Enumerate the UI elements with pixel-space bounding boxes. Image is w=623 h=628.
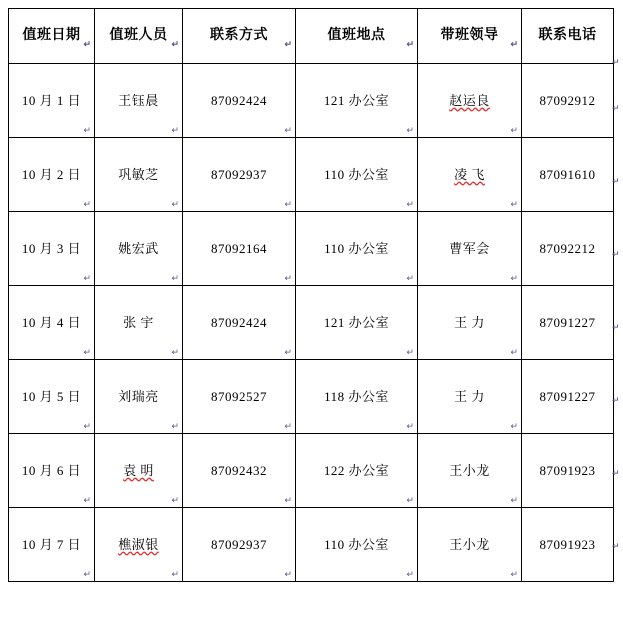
cell-person (95, 286, 183, 360)
paragraph-mark: ↵ (510, 495, 518, 505)
cell-text: 121 办公室 (323, 314, 390, 330)
cell-text: 118 办公室 (324, 388, 389, 404)
cell-leader (418, 508, 522, 582)
cell-phone (522, 508, 614, 582)
cell-contact (183, 434, 296, 508)
cell-phone (522, 212, 614, 286)
cell-date (9, 434, 95, 508)
cell-place (296, 508, 418, 582)
column-header-leader (418, 9, 522, 64)
cell-text: 87092937 (211, 166, 267, 182)
cell-contact (183, 138, 296, 212)
cell-date (9, 286, 95, 360)
cell-text: 121 办公室 (323, 92, 390, 108)
cell-text: 王 力 (454, 314, 485, 330)
cell-text: 张 宇 (123, 314, 154, 330)
cell-text: 10 月 5 日 (21, 388, 82, 404)
cell-place (296, 286, 418, 360)
cell-text: 王小龙 (449, 536, 490, 552)
cell-text: 87092212 (539, 240, 596, 256)
cell-text: 10 月 2 日 (21, 166, 82, 182)
paragraph-mark: ↵ (171, 347, 179, 357)
cell-text: 10 月 7 日 (21, 536, 82, 552)
cell-place (296, 138, 418, 212)
cell-text: 87092432 (211, 462, 267, 478)
cell-text: 122 办公室 (323, 462, 390, 478)
cell-text: 袁 明 (123, 462, 154, 478)
header-text: 值班日期 (22, 27, 81, 43)
cell-text: 10 月 4 日 (21, 314, 82, 330)
header-text: 带班领导 (440, 27, 499, 43)
header-text: 值班地点 (327, 27, 386, 43)
cell-date (9, 508, 95, 582)
document-page (0, 8, 623, 628)
cell-person (95, 138, 183, 212)
cell-leader (418, 360, 522, 434)
paragraph-mark: ↵ (612, 395, 620, 405)
column-header-date (9, 9, 95, 64)
cell-contact (183, 64, 296, 138)
paragraph-mark: ↵ (510, 39, 518, 49)
cell-date (9, 360, 95, 434)
table-row (9, 212, 614, 286)
paragraph-mark: ↵ (83, 421, 91, 431)
cell-text: 87092424 (211, 92, 267, 108)
paragraph-mark: ↵ (83, 495, 91, 505)
paragraph-mark: ↵ (510, 199, 518, 209)
cell-contact (183, 360, 296, 434)
paragraph-mark: ↵ (406, 273, 414, 283)
paragraph-mark: ↵ (171, 125, 179, 135)
header-text: 值班人员 (109, 27, 168, 43)
paragraph-mark: ↵ (406, 39, 414, 49)
cell-phone (522, 286, 614, 360)
table-row (9, 508, 614, 582)
paragraph-mark: ↵ (406, 569, 414, 579)
header-text: 联系方式 (210, 27, 268, 43)
cell-person (95, 508, 183, 582)
cell-person (95, 212, 183, 286)
paragraph-mark: ↵ (83, 199, 91, 209)
cell-text: 10 月 1 日 (21, 92, 82, 108)
cell-text: 樵淑银 (118, 536, 159, 552)
cell-date (9, 212, 95, 286)
paragraph-mark: ↵ (284, 569, 292, 579)
cell-leader (418, 286, 522, 360)
cell-person (95, 64, 183, 138)
paragraph-mark: ↵ (612, 541, 620, 551)
cell-text: 10 月 6 日 (21, 462, 82, 478)
cell-text: 姚宏武 (118, 240, 159, 256)
cell-place (296, 64, 418, 138)
paragraph-mark: ↵ (171, 569, 179, 579)
paragraph-mark: ↵ (510, 569, 518, 579)
cell-place (296, 434, 418, 508)
paragraph-mark: ↵ (284, 125, 292, 135)
cell-person (95, 360, 183, 434)
paragraph-mark: ↵ (171, 199, 179, 209)
cell-place (296, 360, 418, 434)
cell-text: 凌 飞 (454, 166, 485, 182)
paragraph-mark: ↵ (612, 249, 620, 259)
cell-date (9, 64, 95, 138)
table-row (9, 138, 614, 212)
paragraph-mark: ↵ (171, 39, 179, 49)
column-header-phone (522, 9, 614, 64)
cell-text: 87091923 (539, 536, 596, 552)
cell-text: 110 办公室 (324, 536, 389, 552)
paragraph-mark: ↵ (171, 273, 179, 283)
table-row (9, 286, 614, 360)
cell-contact (183, 508, 296, 582)
paragraph-mark: ↵ (612, 57, 620, 67)
duty-schedule-table (8, 8, 614, 582)
column-header-person (95, 9, 183, 64)
paragraph-mark: ↵ (83, 125, 91, 135)
paragraph-mark: ↵ (284, 421, 292, 431)
paragraph-mark: ↵ (406, 199, 414, 209)
cell-person (95, 434, 183, 508)
table-row (9, 360, 614, 434)
paragraph-mark: ↵ (406, 347, 414, 357)
cell-text: 赵运良 (449, 92, 490, 108)
cell-date (9, 138, 95, 212)
paragraph-mark: ↵ (83, 39, 91, 49)
paragraph-mark: ↵ (510, 347, 518, 357)
cell-contact (183, 212, 296, 286)
cell-leader (418, 212, 522, 286)
paragraph-mark: ↵ (612, 176, 620, 186)
paragraph-mark: ↵ (171, 495, 179, 505)
table-row (9, 434, 614, 508)
cell-phone (522, 64, 614, 138)
cell-text: 87091227 (539, 388, 596, 404)
cell-leader (418, 434, 522, 508)
cell-phone (522, 434, 614, 508)
cell-text: 王 力 (454, 388, 485, 404)
cell-text: 巩敏芝 (118, 166, 159, 182)
cell-text: 王小龙 (449, 462, 490, 478)
cell-text: 曹军会 (449, 240, 490, 256)
paragraph-mark: ↵ (83, 569, 91, 579)
cell-text: 87092937 (211, 536, 267, 552)
cell-text: 110 办公室 (324, 240, 389, 256)
paragraph-mark: ↵ (510, 125, 518, 135)
paragraph-mark: ↵ (406, 495, 414, 505)
paragraph-mark: ↵ (510, 421, 518, 431)
paragraph-mark: ↵ (171, 421, 179, 431)
row-end-paragraph-marks (612, 8, 623, 628)
cell-leader (418, 64, 522, 138)
cell-text: 87091610 (539, 166, 596, 182)
cell-contact (183, 286, 296, 360)
header-text: 联系电话 (538, 27, 597, 43)
cell-text: 10 月 3 日 (21, 240, 82, 256)
paragraph-mark: ↵ (284, 273, 292, 283)
cell-text: 刘瑞亮 (118, 388, 159, 404)
column-header-contact (183, 9, 296, 64)
cell-phone (522, 360, 614, 434)
paragraph-mark: ↵ (406, 421, 414, 431)
cell-phone (522, 138, 614, 212)
paragraph-mark: ↵ (284, 495, 292, 505)
paragraph-mark: ↵ (83, 273, 91, 283)
cell-text: 87092164 (211, 240, 267, 256)
paragraph-mark: ↵ (406, 125, 414, 135)
cell-text: 87091227 (539, 314, 596, 330)
paragraph-mark: ↵ (83, 347, 91, 357)
paragraph-mark: ↵ (612, 468, 620, 478)
paragraph-mark: ↵ (612, 103, 620, 113)
table-header-row (9, 9, 614, 64)
table-row (9, 64, 614, 138)
cell-text: 87092912 (539, 92, 596, 108)
paragraph-mark: ↵ (612, 322, 620, 332)
cell-leader (418, 138, 522, 212)
cell-text: 87092527 (211, 388, 267, 404)
paragraph-mark: ↵ (284, 199, 292, 209)
cell-text: 王钰晨 (118, 92, 159, 108)
cell-place (296, 212, 418, 286)
cell-text: 87092424 (211, 314, 267, 330)
column-header-place (296, 9, 418, 64)
paragraph-mark: ↵ (284, 39, 292, 49)
paragraph-mark: ↵ (284, 347, 292, 357)
paragraph-mark: ↵ (510, 273, 518, 283)
cell-text: 87091923 (539, 462, 596, 478)
cell-text: 110 办公室 (324, 166, 389, 182)
